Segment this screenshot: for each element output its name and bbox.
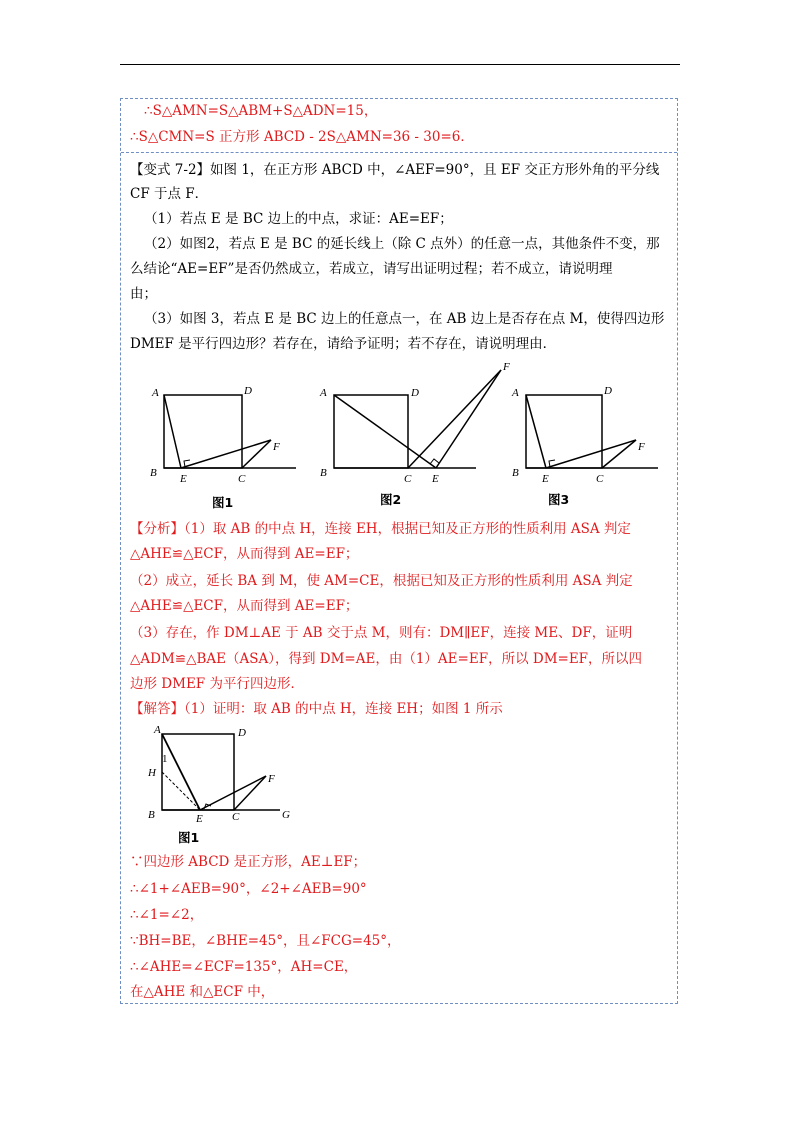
- proof-line: 在△AHE 和△ECF 中，: [130, 984, 275, 1000]
- analysis-line: （2）成立，延长 BA 到 M，使 AM=CE，根据已知及正方形的性质利用 ASA 判定: [130, 573, 633, 589]
- header-rule: [120, 64, 680, 65]
- proof-line: ∵四边形 ABCD 是正方形，AE⊥EF；: [130, 854, 367, 870]
- text-line: ∴S△AMN=S△ABM+S△ADN=15，: [144, 103, 378, 119]
- angle-label-1: 1: [162, 753, 168, 765]
- label-C: C: [596, 473, 604, 485]
- label-E: E: [196, 813, 203, 822]
- proof-line: ∴∠1+∠AEB=90°，∠2+∠AEB=90°: [130, 881, 367, 897]
- label-E: E: [432, 473, 439, 485]
- figure-2: [316, 356, 516, 492]
- label-B: B: [150, 467, 157, 479]
- section-separator: [121, 152, 677, 153]
- label-B: B: [148, 809, 155, 821]
- analysis-line: △ADM≌△BAE（ASA），得到 DM=AE，由（1）AE=EF，所以 DM=EF，所以四: [130, 651, 643, 667]
- figure-1-caption: 图1: [212, 495, 234, 510]
- analysis-line: （3）存在，作 DM⊥AE 于 AB 交于点 M，则有：DM∥EF，连接 ME、DF，证明: [130, 625, 633, 641]
- figure-2-caption: 图2: [380, 492, 402, 507]
- figure-1: [146, 378, 306, 492]
- label-D: D: [238, 727, 246, 739]
- label-G: G: [282, 809, 290, 821]
- label-A: A: [320, 387, 327, 399]
- label-A: A: [152, 387, 159, 399]
- label-E: E: [180, 473, 187, 485]
- figure-3-caption: 图3: [548, 492, 570, 507]
- label-F: F: [503, 361, 510, 373]
- label-A: A: [154, 724, 161, 736]
- text-line: CF 于点 F．: [130, 186, 209, 202]
- label-D: D: [411, 387, 419, 399]
- label-A: A: [512, 387, 519, 399]
- solution-figure-1-caption: 图1: [178, 830, 200, 845]
- figure-3: [508, 378, 668, 492]
- problem-title: 【变式 7-2】如图 1，在正方形 ABCD 中，∠AEF=90°，且 EF 交正方形外角的平分线: [130, 162, 660, 178]
- label-F: F: [638, 441, 645, 453]
- question-2: （2）如图2，若点 E 是 BC 的延长线上（除 C 点外）的任意一点，其他条件不变，那: [144, 236, 660, 252]
- label-C: C: [238, 473, 246, 485]
- label-E: E: [542, 473, 549, 485]
- label-F: F: [268, 773, 275, 785]
- label-D: D: [244, 385, 252, 397]
- label-B: B: [320, 467, 327, 479]
- text-line: 由；: [130, 286, 157, 302]
- label-F: F: [273, 441, 280, 453]
- label-H: H: [148, 767, 156, 779]
- proof-line: ∴∠AHE=∠ECF=135°，AH=CE，: [130, 959, 358, 975]
- question-1: （1）若点 E 是 BC 边上的中点，求证：AE=EF；: [144, 211, 453, 227]
- label-C: C: [404, 473, 412, 485]
- text-line: 么结论“AE=EF”是否仍然成立，若成立，请写出证明过程；若不成立，请说明理: [130, 261, 613, 277]
- text-line: DMEF 是平行四边形？若存在，请给予证明；若不存在，请说明理由．: [130, 336, 557, 352]
- solution-title: 【解答】（1）证明：取 AB 的中点 H，连接 EH；如图 1 所示: [130, 701, 503, 717]
- analysis-line: 【分析】（1）取 AB 的中点 H，连接 EH，根据已知及正方形的性质利用 ASA 判定: [130, 521, 631, 537]
- label-B: B: [512, 467, 519, 479]
- question-3: （3）如图 3，若点 E 是 BC 边上的任意点一，在 AB 边上是否存在点 M，使得四边形: [144, 311, 665, 327]
- analysis-line: △AHE≌△ECF，从而得到 AE=EF；: [130, 598, 359, 614]
- proof-line: ∴∠1=∠2，: [130, 907, 204, 923]
- label-C: C: [232, 811, 240, 822]
- analysis-line: 边形 DMEF 为平行四边形．: [130, 676, 304, 692]
- solution-figure-1: [140, 722, 310, 826]
- analysis-line: △AHE≌△ECF，从而得到 AE=EF；: [130, 546, 359, 562]
- text-line: ∴S△CMN=S 正方形 ABCD - 2S△AMN=36 - 30=6．: [130, 129, 474, 145]
- proof-line: ∵BH=BE，∠BHE=45°，且∠FCG=45°，: [130, 933, 401, 949]
- label-D: D: [604, 385, 612, 397]
